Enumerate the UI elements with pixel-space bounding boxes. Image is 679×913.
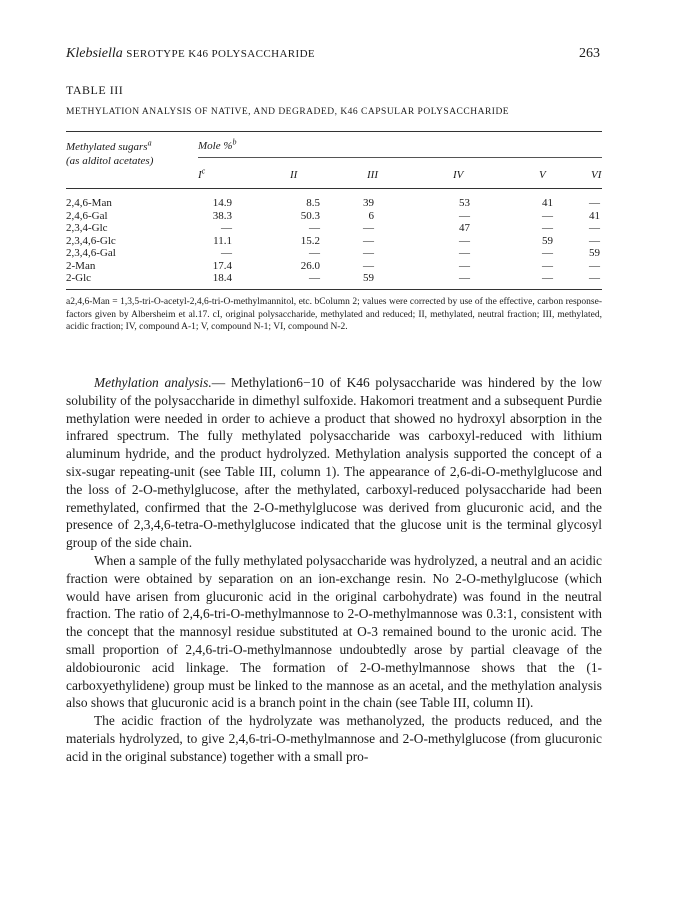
- body-text: [66, 374, 602, 766]
- table-cell: —: [363, 222, 374, 234]
- table-cell: 41: [589, 209, 600, 222]
- table-cell: —: [309, 247, 320, 259]
- table-head-mole-text: Mole %: [198, 140, 233, 152]
- table-col-head-2: II: [290, 169, 298, 181]
- table-row-label: 2,3,4,6-Gal: [66, 247, 116, 259]
- table-rule-bottom: [66, 289, 602, 290]
- table-cell: —: [542, 259, 553, 272]
- table-cell: —: [309, 222, 320, 234]
- table-cell: 11.1: [213, 234, 232, 247]
- table-head-sugars-line1: Methylated sugars: [66, 141, 148, 153]
- table-head-sugars-line2: (as alditol acetates): [66, 155, 154, 167]
- table-cell: —: [589, 197, 600, 209]
- table-cell: —: [542, 272, 553, 284]
- table-cell: 15.2: [300, 234, 320, 247]
- table-row-label: 2,3,4,6-Glc: [66, 234, 116, 247]
- table-cell: 53: [459, 197, 470, 209]
- table-row-label: 2,4,6-Gal: [66, 209, 108, 222]
- table-col-head-4: IV: [453, 169, 464, 181]
- table-cell: —: [221, 247, 232, 259]
- table-label: TABLE III: [66, 83, 124, 97]
- table-caption: METHYLATION ANALYSIS OF NATIVE, AND DEGRADED, K46 CAPSULAR POLYSACCHARIDE: [66, 107, 510, 117]
- table-head-mole-sup: b: [232, 137, 237, 147]
- table-cell: 26.0: [300, 259, 320, 272]
- table-cell: 59: [542, 234, 553, 247]
- table-cell: —: [589, 222, 600, 234]
- table-cell: 39: [363, 197, 374, 209]
- table-cell: —: [459, 209, 470, 222]
- section-heading: Methylation analysis.: [94, 375, 212, 390]
- table-footnote: a2,4,6-Man = 1,3,5-tri-O-acetyl-2,4,6-tri-O-methylmannitol, etc. bColumn 2; values were corrected by use of the effective, carbon response-factors given by Albersheim et al.17. cI, original polysaccharide, methylated and reduced; II, methylated, neutral fraction; III, methylated, acidic fraction; IV, compound A-1; V, compound N-1; VI, compound N-2.: [66, 297, 602, 332]
- table-col-head-1: [198, 166, 206, 181]
- body-paragraph-3: The acidic fraction of the hydrolyzate was methanolyzed, the products reduced, and the materials hydrolyzed, to give 2,4,6-tri-O-methylmannose and 2-O-methylglucose (from glucuronic acid in the original substance) together with a small pro-: [66, 713, 602, 764]
- running-title: [66, 46, 315, 62]
- table-cell: —: [459, 272, 470, 284]
- table-cell: 59: [589, 247, 600, 259]
- table-col-head-6: VI: [591, 169, 602, 181]
- table-cell: —: [589, 272, 600, 284]
- table-cell: —: [309, 272, 320, 284]
- table-cell: 6: [368, 209, 374, 222]
- table-cell: 41: [542, 197, 553, 209]
- table-col-head-3: III: [367, 169, 378, 181]
- table-cell: —: [459, 247, 470, 259]
- table-cell: 18.4: [212, 272, 232, 284]
- table-cell: 8.5: [306, 197, 320, 209]
- running-title-genus: Klebsiella: [66, 46, 123, 61]
- table-row-label: 2-Glc: [66, 272, 92, 284]
- table-cell: 59: [363, 272, 374, 284]
- body-paragraph-2: When a sample of the fully methylated polysaccharide was hydrolyzed, a neutral and an acidic fraction were obtained by separation on an ion-exchange resin. No 2-O-methylglucose (which would have arisen from glucuronic acid in the original carbohydrate) was found in the neutral fraction. The ratio of 2,4,6-tri-O-methylmannose to 2-O-methylmannose was 0.3:1, consistent with the concept that the mannosyl residue substituted at O-3 remained bound to the uronic acid. The small proportion of 2,4,6-tri-O-methylmannose undoubtedly arose by partial cleavage of the aldobiouronic acid linkage. The formation of 2-O-methylmannose shows that the (1-carboxyethylidene) group must be linked to the mannose as an acetal, and the methylation analysis also shows that glucuronic acid is a branch point in the chain (see Table III, column II).: [66, 552, 602, 711]
- running-header: [66, 46, 600, 66]
- table-cell: —: [589, 234, 600, 247]
- table-col-head-5: V: [539, 169, 546, 181]
- table-cell: —: [459, 234, 470, 247]
- table-row-label: 2,3,4-Glc: [66, 222, 108, 234]
- table-rule-sub: [198, 157, 602, 158]
- table-col-head-1-sup: c: [201, 166, 206, 176]
- table-col-head-1-text: I: [198, 169, 202, 181]
- table-cell: —: [542, 247, 553, 259]
- table-cell: —: [363, 259, 374, 272]
- table-row-label: 2,4,6-Man: [66, 197, 112, 209]
- table-cell: 38.3: [212, 209, 232, 222]
- table-cell: —: [542, 209, 553, 222]
- table-rule-mid: [66, 188, 602, 189]
- table-head-sugars-sup: a: [147, 138, 152, 148]
- table-cell: 17.4: [212, 259, 232, 272]
- table-cell: 14.9: [212, 197, 232, 209]
- table-cell: —: [459, 259, 470, 272]
- page-number: 263: [579, 46, 600, 61]
- body-paragraph-1-text: — Methylation6−10 of K46 polysaccharide was hindered by the low solubility of the polysaccharide in dimethyl sulfoxide. Hakomori treatment and a subsequent Purdie methylation were needed in order to achieve a product that showed no hydroxyl absorption in the infrared spectrum. The fully methylated polysaccharide was carboxyl-reduced with lithium aluminum hydride, and the product hydrolyzed. Methylation analysis supported the concept of a six-sugar repeating-unit (see Table III, column 1). The appearance of 2,6-di-O-methylglucose and the loss of 2-O-methylglucose, after the methylated, carboxyl-reduced polysaccharide had been remethylated, confirmed that the 2-O-methylglucose was derived from glucuronic acid, and the presence of 2,3,4,6-tetra-O-methylglucose indicated that the glucose unit is the terminal glycosyl group of the side chain.: [66, 375, 602, 551]
- table-cell: 50.3: [300, 209, 320, 222]
- table-cell: —: [221, 222, 232, 234]
- table-row-label: 2-Man: [66, 259, 96, 272]
- body-paragraph-1: [66, 374, 602, 552]
- table-cell: —: [363, 234, 374, 247]
- table-cell: —: [589, 259, 600, 272]
- table-cell: —: [542, 222, 553, 234]
- table-cell: —: [363, 247, 374, 259]
- table-head-sugars: [66, 140, 153, 168]
- table-cell: 47: [459, 222, 470, 234]
- table-rule-top: [66, 131, 602, 132]
- table-head-mole: [198, 137, 237, 152]
- running-title-rest: SEROTYPE K46 POLYSACCHARIDE: [126, 48, 316, 60]
